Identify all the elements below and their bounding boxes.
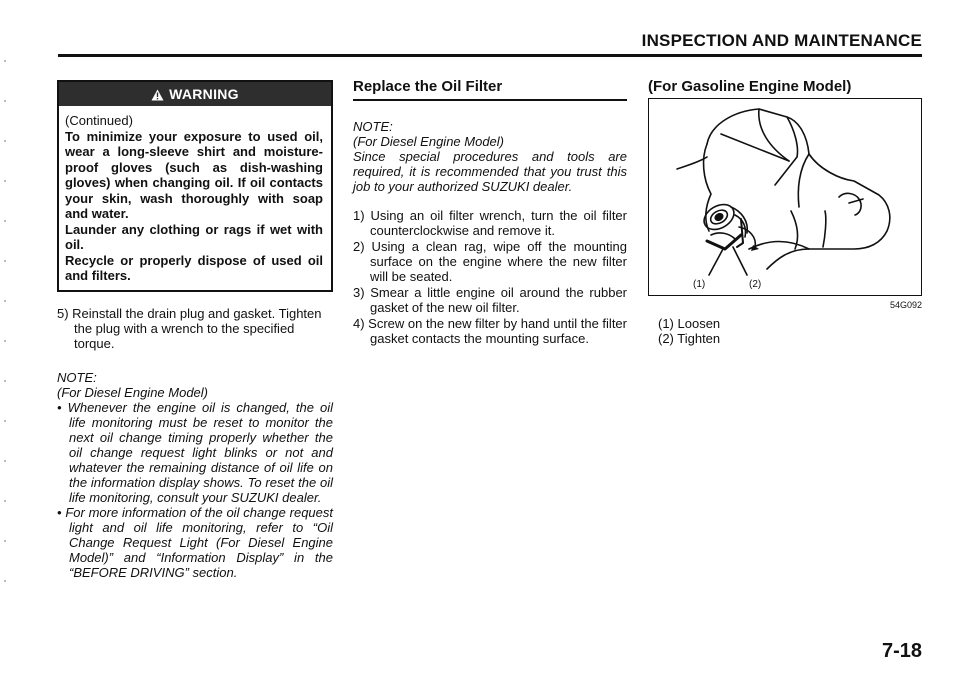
figure-label-1: (1) [693, 279, 706, 290]
left-column [57, 80, 333, 580]
filter-step-3: 3) Smear a little engine oil around the rubber gasket of the new oil filter. [353, 285, 627, 315]
header-rule [58, 54, 922, 57]
filter-note-model: (For Diesel Engine Model) [353, 134, 505, 149]
filter-note-text: Since special procedures and tools are required, it is recommended that you trust this job to your authorized SUZUKI dealer. [353, 149, 627, 194]
filter-note [353, 119, 627, 194]
warning-continued: (Continued) [65, 113, 133, 128]
warning-text-1: To minimize your exposure to used oil, wear a long-sleeve shirt and moisture-proof gloves (such as dish-washing gloves) when changing oil. If oil contacts your skin, wash thoroughly with soap and water. [65, 128, 323, 221]
warning-heading-bar [59, 82, 331, 106]
note-model: (For Diesel Engine Model) [57, 384, 209, 400]
step-5: 5) Reinstall the drain plug and gasket. Tighten the plug with a wrench to the specified torque. [57, 305, 322, 351]
note-bullet-1: • Whenever the engine oil is changed, the oil life monitoring must be reset to monitor the next oil change timing properly whether the oil change request light blinks or not and whatever the remaining distance of oil life on the information display shows. To reset the oil life monitoring, consult your SUZUKI dealer. [57, 399, 334, 505]
filter-step-1: 1) Using an oil filter wrench, turn the oil filter counterclockwise and remove it. [353, 208, 627, 238]
section-header-title: INSPECTION AND MAINTENANCE [641, 31, 922, 50]
figure-label-2: (2) [749, 279, 762, 290]
warning-triangle-icon [151, 84, 164, 108]
warning-heading-text: WARNING [169, 86, 239, 102]
section-rule [353, 99, 627, 101]
warning-text-2: Launder any clothing or rags if wet with oil. [65, 221, 323, 252]
section-title-gasoline: (For Gasoline Engine Model) [648, 78, 852, 95]
filter-steps [353, 208, 627, 346]
figure-legend [658, 316, 922, 346]
page-number: 7-18 [881, 640, 922, 662]
oil-filter-illustration [649, 99, 921, 295]
middle-column [353, 78, 627, 347]
figure-code: 54G092 [889, 300, 922, 310]
note-label: NOTE: [57, 369, 97, 385]
filter-step-2: 2) Using a clean rag, wipe off the mounting surface on the engine where the new filter will be seated. [353, 239, 627, 284]
right-column [648, 78, 922, 346]
warning-body [59, 106, 331, 290]
section-title-replace-oil-filter: Replace the Oil Filter [353, 78, 503, 95]
legend-tighten: (2) Tighten [658, 331, 721, 346]
warning-box [57, 80, 333, 292]
filter-step-4: 4) Screw on the new filter by hand until the filter gasket contacts the mounting surface. [353, 316, 627, 346]
filter-note-label: NOTE: [353, 119, 393, 134]
warning-text-3: Recycle or properly dispose of used oil and filters. [65, 252, 323, 283]
note-bullet-2: • For more information of the oil change request light and oil life monitoring, refer to “Oil Change Request Light (For Diesel Engine Model)” and “Information Display” in the “BEFORE DRIVING” section. [57, 504, 333, 580]
page-edge-marks [4, 60, 6, 620]
legend-loosen: (1) Loosen [658, 316, 721, 331]
diesel-note [57, 370, 333, 580]
oil-filter-figure [648, 98, 922, 296]
